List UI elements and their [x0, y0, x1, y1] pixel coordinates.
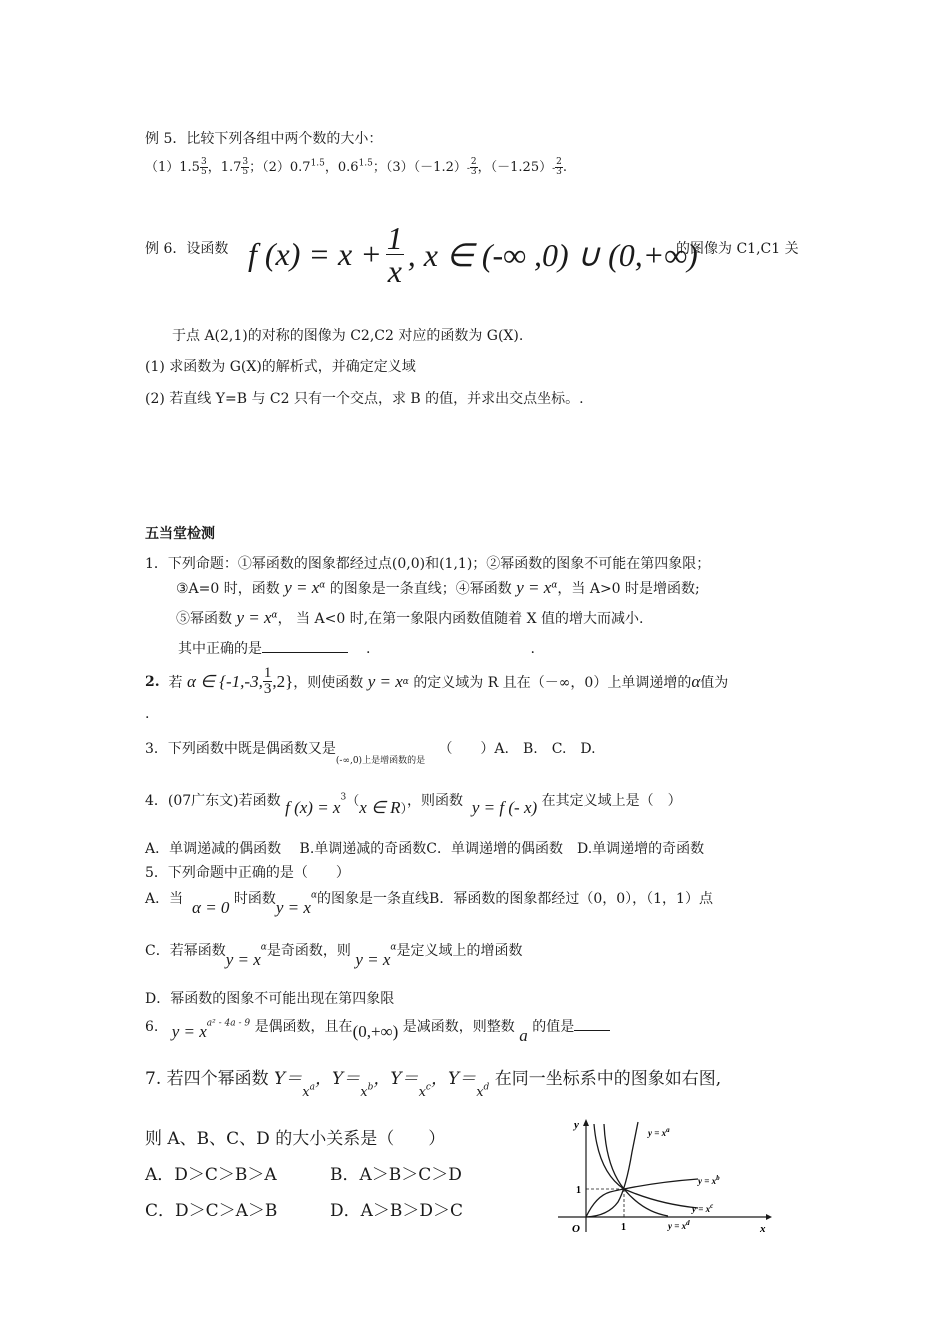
q7-optA: A．D＞C＞B＞A — [145, 1165, 277, 1185]
x-axis-arrow — [766, 1214, 772, 1220]
q4-line: 4．(07广东文)若函数 f $(x) = x^3(x$ ∈ R），则函数 y = f (- x) 在其定义域上是（ ） — [145, 792, 682, 817]
q6-answer-blank[interactable] — [574, 1030, 610, 1031]
ex6-prefix: 例 6．设函数 — [145, 241, 229, 257]
q5-optC: C．若幂函数$y = x^\alpha$是奇函数，则 $y = x^\alpha$是定义域上的增函数 — [145, 942, 523, 969]
q3-line: 3．下列函数中既是偶函数又是$_{(-\infty,0)上是增函数的是}$ （ ）A. B. C. D. — [145, 741, 596, 766]
q1-line3: ⑤幂函数 $y = x^\alpha$， 当 Α<0 时,在第一象限内函数值随着 X 值的增大而减小. — [176, 608, 644, 627]
ex6-suffix: 的图像为 C1,C1 关 — [676, 241, 799, 257]
q7-optB: B．A＞B＞C＞D — [330, 1165, 462, 1185]
ex5-line: （1）1.5 $\frac{3}{5}$ ，1.7 $\frac{3}{5}$ ；$(2)0.7^{1.5}$，$0.6^{1.5}$；（3）（－1.2）- $\frac{2}{3}$ ，（－1.25）- $\frac{2}{3}$ . — [145, 157, 568, 177]
label-curve-c: $y = x^c$ — [692, 1202, 714, 1214]
q7-ask: 则 A、B、C、D 的大小关系是（ ） — [145, 1129, 446, 1149]
ex6-q1: (1) 求函数为 G(X)的解析式，并确定定义域 — [145, 359, 416, 375]
tick-x1-label: 1 — [621, 1222, 626, 1233]
curve-b — [586, 1179, 698, 1217]
q2-dot: . — [145, 706, 150, 722]
label-curve-a: $y = x^a$ — [648, 1126, 670, 1138]
q1-line2: ③Α=0 时，函数 $y = x^\alpha$ 的图象是一条直线；④幂函数 $y = x^\alpha$，当 Α>0 时是增函数; — [176, 578, 700, 597]
y-axis-label: y — [574, 1119, 579, 1131]
y-axis-arrow — [583, 1119, 589, 1126]
ex5-title: 例 5．比较下列各组中两个数的大小： — [145, 131, 383, 147]
q7-line: 7. 若四个幂函数 $Y=x^a$，$Y=x^b$，$Y=x^c$，$Y=x^d$ 在同一坐标系中的图象如右图, — [145, 1069, 722, 1100]
q1-line4: 其中正确的是 . . — [178, 641, 535, 657]
q5-optD: D．幂函数的图象不可能出现在第四象限 — [145, 991, 395, 1007]
section-title: 五当堂检测 — [145, 526, 215, 542]
ex6-formula: f (x) = x + $\frac{1}{x}$ , x ∈ (-∞ ,0) ∪ (0,+∞) — [248, 220, 698, 289]
label-curve-b: $y = x^b$ — [698, 1174, 720, 1186]
ex6-line2: 于点 A(2,1)的对称的图像为 C2,C2 对应的函数为 G(X). — [172, 328, 524, 344]
tick-y1-label: 1 — [576, 1185, 581, 1196]
curve-a — [586, 1122, 638, 1217]
q7-optC: C．D＞C＞A＞B — [145, 1201, 278, 1221]
q4-options: A．单调递减的偶函数 B.单调递减的奇函数C．单调递增的偶函数 D.单调递增的奇函数 — [145, 841, 705, 857]
q6-line: 6. $y = x^{a^2 - 4a - 9}$ 是偶函数，且在(0,+∞) 是减函数，则整数 a 的值是 — [145, 1016, 610, 1036]
curve-c — [594, 1124, 698, 1208]
label-curve-d: $y = x^d$ — [668, 1219, 690, 1231]
q2-line: 2. 若 α ∈ {-1,-3, $\frac{1}{3}$ ,2} ，则使函数 y = x α 的定义域为 R 且在（－∞，0）上单调递增的 α 值为 — [145, 665, 729, 697]
q5-title: 5．下列命题中正确的是（ ） — [145, 865, 350, 881]
q7-optD: D．A＞B＞D＞C — [330, 1201, 464, 1221]
power-function-graph — [548, 1112, 778, 1240]
x-axis-label: x — [760, 1223, 766, 1235]
answer-blank[interactable] — [262, 652, 348, 653]
q5-optA: A．当 α = 0 时函数$y = x^\alpha$的图象是一条直线B．幂函数的图象都经过（0，0），（1，1）点 — [145, 890, 713, 917]
origin-label: O — [572, 1223, 580, 1235]
q1-line1: 1．下列命题：①幂函数的图象都经过点(0,0)和(1,1)；②幂函数的图象不可能在第四象限； — [145, 556, 711, 572]
ex6-q2: (2) 若直线 Y=B 与 C2 只有一个交点，求 B 的值，并求出交点坐标。. — [145, 391, 584, 407]
